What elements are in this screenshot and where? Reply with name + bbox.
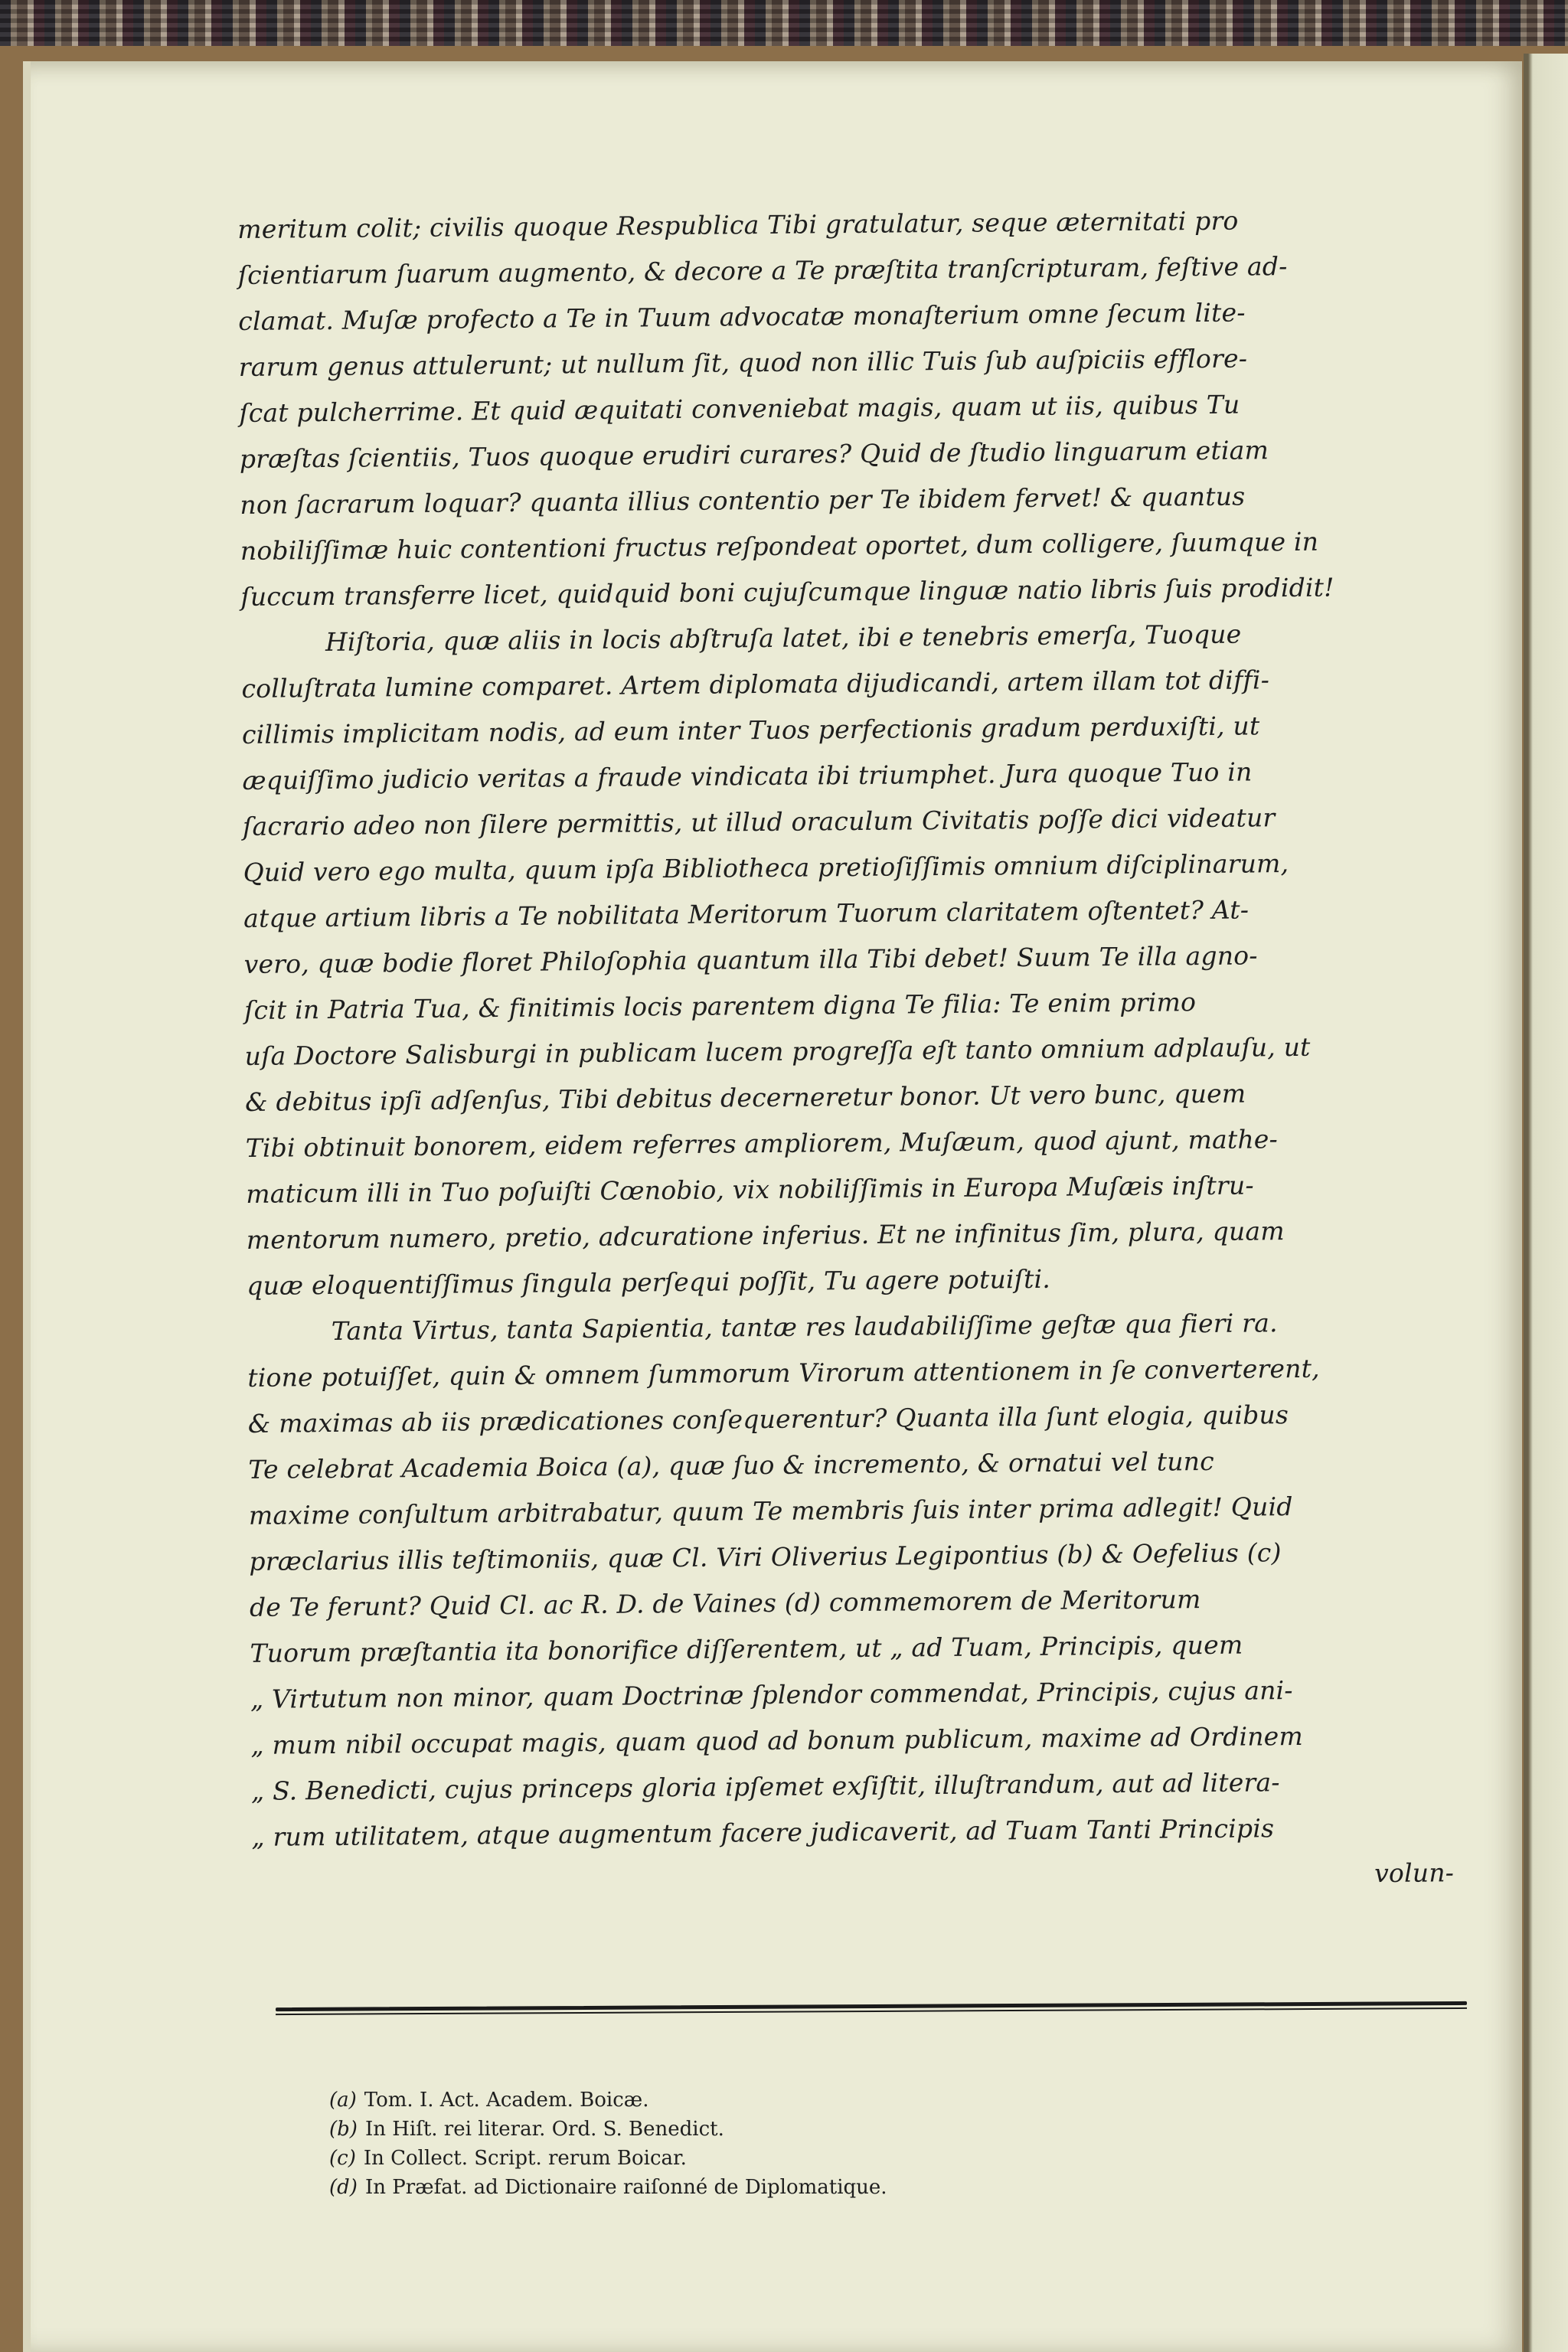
text-line: maticum illi in Tuo poſuiſti Cœnobio, vix nobiliſſimis in Europa Muſæis inſtru-: [246, 1170, 1254, 1209]
footnote-text: In Collect. Script. rerum Boicar.: [363, 2147, 687, 2170]
text-line: Te celebrat Academia Boica (a), quæ ſuo & incremento, & ornatui vel tunc: [248, 1446, 1215, 1485]
text-line: colluſtrata lumine comparet. Artem diplomata dijudicandi, artem illam tot diffi-: [241, 665, 1270, 704]
text-line: cillimis implicitam nodis, ad eum inter Tuos perfectionis gradum perduxiſti, ut: [241, 710, 1260, 750]
main-text: [237, 196, 1485, 1906]
text-line: æquiſſimo judicio veritas a fraude vindicata ibi triumphet. Jura quoque Tuo in: [242, 756, 1253, 795]
footnote-mark: (b): [329, 2118, 358, 2141]
text-line: præſtas ſcientiis, Tuos quoque erudiri curares? Quid de ſtudio linguarum etiam: [239, 435, 1269, 474]
text-line: Quid vero ego multa, quum ipſa Bibliotheca pretioſiſſimis omnium diſciplinarum,: [243, 848, 1289, 887]
text-line: maxime conſultum arbitrabatur, quum Te membris ſuis inter prima adlegit! Quid: [248, 1491, 1293, 1530]
text-line: vero, quæ bodie floret Philoſophia quantum illa Tibi debet! Suum Te illa agno-: [243, 940, 1258, 979]
text-line: nobiliſſimæ huic contentioni fructus reſpondeat oportet, dum colligere, ſuumque in: [240, 526, 1319, 566]
footnotes: [329, 2086, 1248, 2202]
text-line: „ S. Benedicti, cujus princeps gloria ipſemet exſiſtit, illuſtrandum, aut ad litera-: [250, 1767, 1280, 1806]
facing-page-edge: [1524, 54, 1568, 2352]
footnote: [329, 2086, 1248, 2115]
footnote-text: In Præfat. ad Dictionaire raiſonné de Diplomatique.: [364, 2176, 887, 2199]
footnote-text: Tom. I. Act. Academ. Boicæ.: [364, 2089, 649, 2112]
text-line: uſa Doctore Salisburgi in publicam lucem progreſſa eſt tanto omnium adplauſu, ut: [244, 1031, 1311, 1071]
footnote-text: In Hiſt. rei literar. Ord. S. Benedict.: [364, 2118, 724, 2141]
footnote: [329, 2173, 1248, 2202]
text-line: de Te ferunt? Quid Cl. ac R. D. de Vaines (d) commemorem de Meritorum: [249, 1584, 1201, 1622]
footnote-mark: (d): [329, 2176, 358, 2199]
text-line: ſcit in Patria Tua, & finitimis locis parentem digna Te filia: Te enim primo: [243, 987, 1197, 1025]
footnote: [329, 2115, 1248, 2144]
text-line: atque artium libris a Te nobilitata Meritorum Tuorum claritatem oſtentet? At-: [243, 894, 1250, 933]
footnote-mark: (a): [329, 2089, 357, 2112]
text-line: tione potuiſſet, quin & omnem ſummorum Virorum attentionem in ſe converterent,: [247, 1353, 1320, 1393]
text-line: „ rum utilitatem, atque augmentum facere judicaverit, ad Tuam Tanti Principis: [251, 1813, 1275, 1852]
text-line: Tibi obtinuit bonorem, eidem referres ampliorem, Muſæum, quod ajunt, mathe-: [245, 1124, 1279, 1163]
text-line: clamat. Muſæ profecto a Te in Tuum advocatæ monaſterium omne ſecum lite-: [238, 297, 1246, 336]
text-line: & maximas ab iis prædicationes conſequerentur? Quanta illa ſunt elogia, quibus: [247, 1400, 1289, 1439]
text-line: præclarius illis teſtimoniis, quæ Cl. Viri Oliverius Legipontius (b) & Oefelius (c): [249, 1537, 1282, 1576]
text-line: Tanta Virtus, tanta Sapientia, tantæ res laudabiliſſime geſtæ qua fieri ra.: [331, 1308, 1278, 1346]
text-line: „ Virtutum non minor, quam Doctrinæ ſplendor commendat, Principis, cujus ani-: [250, 1675, 1293, 1714]
text-line: ſcat pulcherrime. Et quid æquitati conveniebat magis, quam ut iis, quibus Tu: [239, 389, 1240, 428]
text-line: quæ eloquentiſſimus ſingula perſequi poſſit, Tu agere potuiſti.: [247, 1263, 1051, 1301]
text-line: mentorum numero, pretio, adcuratione inferius. Et ne infinitus ſim, plura, quam: [246, 1216, 1285, 1255]
text-line: Hiſtoria, quæ aliis in locis abſtruſa latet, ibi e tenebris emerſa, Tuoque: [325, 619, 1242, 658]
catchword: volun-: [1374, 1857, 1455, 1889]
text-line: Tuorum præſtantia ita bonorifice diſſerentem, ut „ ad Tuam, Principis, quem: [250, 1629, 1243, 1668]
text-line: non ſacrarum loquar? quanta illius contentio per Te ibidem fervet! & quantus: [240, 481, 1246, 520]
text-line: meritum colit; civilis quoque Respublica Tibi gratulatur, seque æternitati pro: [237, 205, 1239, 244]
text-line: rarum genus attulerunt; ut nullum ſit, quod non illic Tuis ſub auſpiciis efflore-: [238, 343, 1248, 382]
footnote: [329, 2144, 1248, 2173]
text-line: & debitus ipſi adſenſus, Tibi debitus decerneretur bonor. Ut vero bunc, quem: [245, 1078, 1246, 1117]
text-line: ſacrario adeo non ſilere permittis, ut illud oraculum Civitatis poſſe dici videatur: [242, 802, 1276, 841]
text-line: „ mum nibil occupat magis, quam quod ad bonum publicum, maxime ad Ordinem: [250, 1720, 1304, 1760]
text-line: ſuccum transferre licet, quidquid boni cujuſcumque linguæ natio libris ſuis prodidit!: [240, 572, 1334, 612]
footnote-mark: (c): [329, 2147, 356, 2170]
text-line: ſcientiarum ſuarum augmento, & decore a Te præſtita tranſcripturam, feſtive ad-: [237, 251, 1288, 290]
